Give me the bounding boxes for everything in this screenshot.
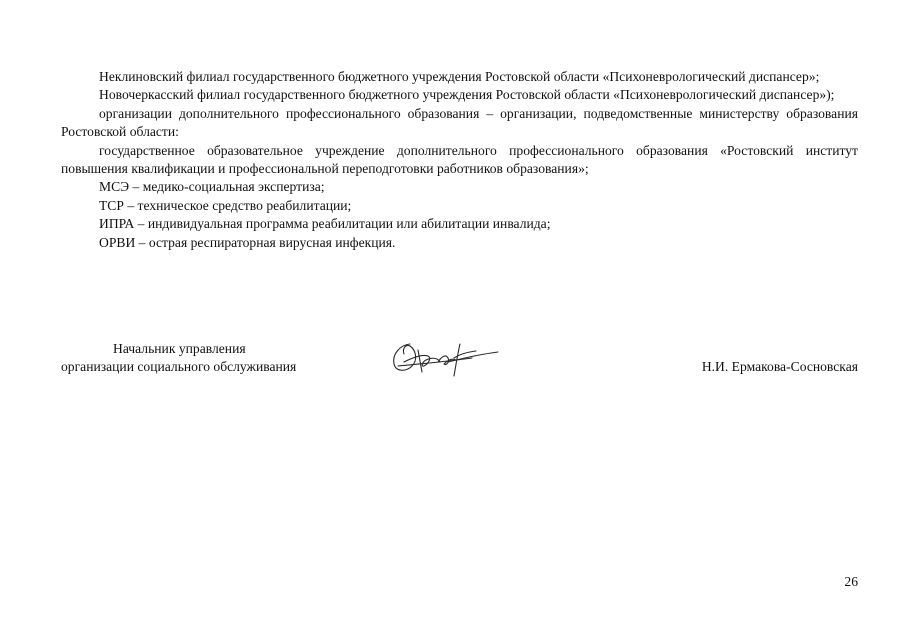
body-text xyxy=(61,68,858,252)
paragraph-neklinovsky-branch: Неклиновский филиал государственного бюджетного учреждения Ростовской области «Психоневрологический диспансер»; xyxy=(99,69,820,84)
paragraph-ipra: ИПРА – индивидуальная программа реабилитации или абилитации инвалида; xyxy=(99,216,551,232)
paragraph-tsr: ТСР – техническое средство реабилитации; xyxy=(99,197,352,213)
signatory-title-line-2: организации социального обслуживания xyxy=(61,359,297,374)
paragraph-education-organizations: организации дополнительного профессионального образования – организации, подведомственные министерству образования Ростовской области: xyxy=(61,105,858,140)
paragraph-rostov-institute: государственное образовательное учреждение дополнительного профессионального образования «Ростовский институт повышения квалификации и профессиональной переподготовки работников образования»; xyxy=(61,142,858,177)
signatory-title-line-1: Начальник управления xyxy=(113,341,246,356)
page-number: 26 xyxy=(844,574,858,589)
paragraph-mse: МСЭ – медико-социальная экспертиза; xyxy=(99,179,325,195)
paragraph-novocherkassk-branch: Новочеркасский филиал государственного бюджетного учреждения Ростовской области «Психоневрологический диспансер»); xyxy=(99,87,835,103)
handwritten-signature-icon xyxy=(388,336,502,380)
paragraph-orvi: ОРВИ – острая респираторная вирусная инфекция. xyxy=(99,234,396,250)
signatory-name: Н.И. Ермакова-Сосновская xyxy=(701,359,858,374)
